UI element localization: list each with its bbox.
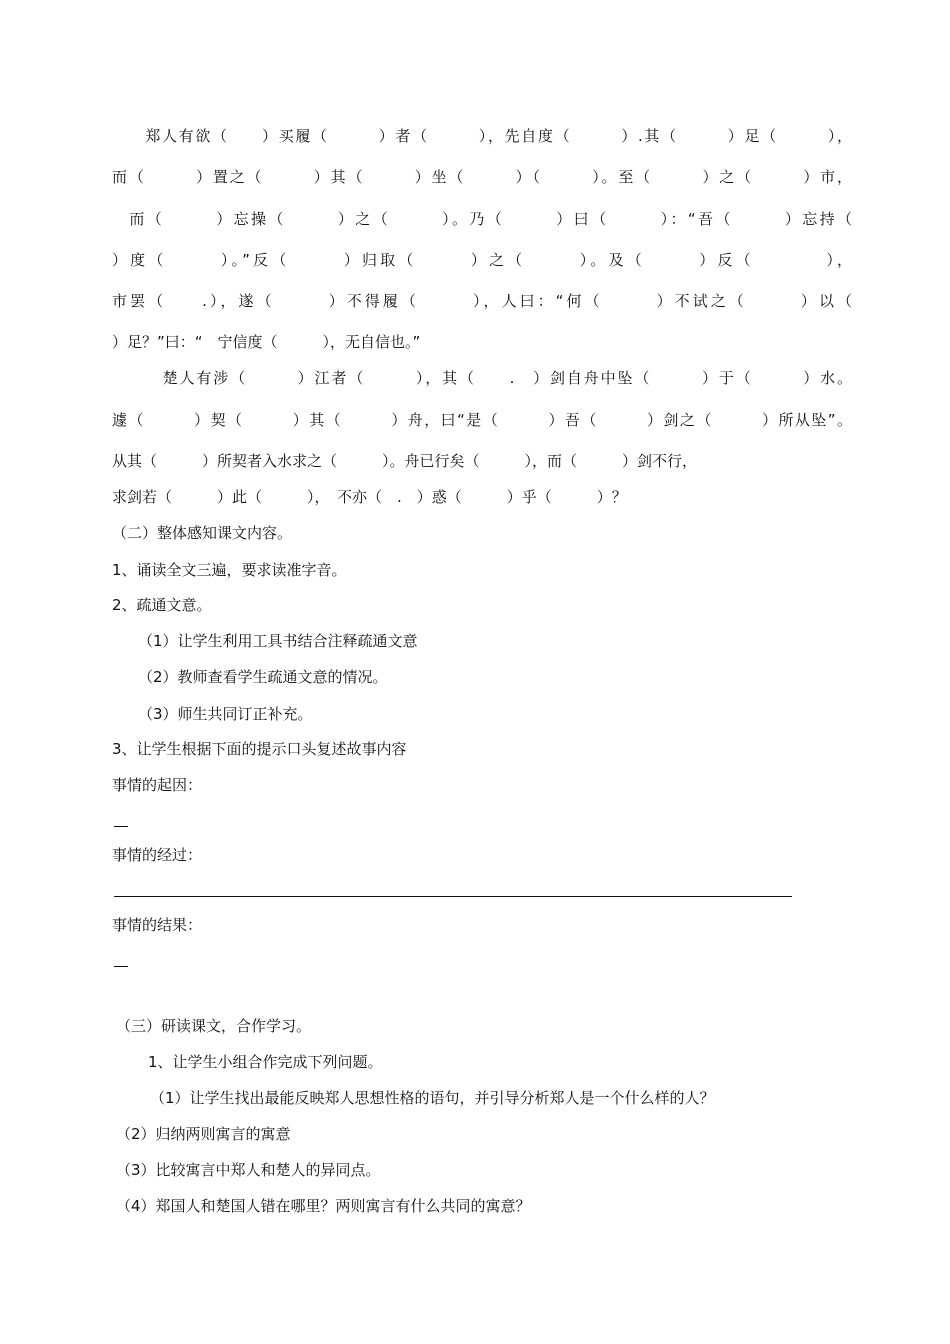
process-label: 事情的经过： [112,846,203,864]
passage2-line-4: 求剑若（ ）此（ ）， 不亦（ . ）惑（ ）乎（ ）？ [112,488,627,506]
result-answer-line [114,966,128,967]
section3-question-2: （2）归纳两则寓言的寓意 [116,1125,291,1143]
section2-heading: （二）整体感知课文内容。 [112,524,293,542]
section2-sub-2: （2）教师查看学生疏通文意的情况。 [138,668,388,686]
passage1-line-3: 而（ ）忘操（ ）之（ ）。乃（ ）曰（ ）：“吾（ ）忘持（ [112,210,852,228]
section3-question-4: （4）郑国人和楚国人错在哪里？两则寓言有什么共同的寓意？ [116,1197,531,1215]
cause-label: 事情的起因： [112,776,203,794]
section2-item-1: 1、诵读全文三遍，要求读准字音。 [112,561,347,579]
passage1-line-1: 郑人有欲（ ）买履（ ）者（ ），先自度（ ）.其（ ）足（ ）， [112,127,852,145]
section2-item-3: 3、让学生根据下面的提示口头复述故事内容 [112,740,407,758]
passage2-line-3: 从其（ ）所契者入水求之（ ）。舟已行矣（ ），而（ ）剑不行， [112,452,698,470]
passage1-line-4: ）度（ ）。”反（ ）归取（ ）之（ ）。及（ ）反（ ）， [112,251,852,269]
section2-item-2: 2、疏通文意。 [112,596,212,614]
passage2-line-1: 楚人有涉（ ）江者（ ），其（ . ）剑自舟中坠（ ）于（ ）水。 [112,369,852,387]
passage1-line-5: 市罢（ .），遂（ ）不得履（ ），人曰：“何（ ）不试之（ ）以（ [112,292,852,310]
section3-question-1: （1）让学生找出最能反映郑人思想性格的语句，并引导分析郑人是一个什么样的人？ [150,1089,715,1107]
section3-question-3: （3）比较寓言中郑人和楚人的异同点。 [116,1161,381,1179]
section3-heading: （三）研读课文，合作学习。 [116,1017,312,1035]
passage1-line-2: 而（ ）置之（ ）其（ ）坐（ ）（ ）。至（ ）之（ ）市， [112,168,852,186]
section2-sub-1: （1）让学生利用工具书结合注释疏通文意 [138,632,418,650]
cause-answer-line [114,826,128,827]
section3-item-1: 1、让学生小组合作完成下列问题。 [148,1053,383,1071]
passage1-line-6: ）足？”曰：“ 宁信度（ ），无自信也。” [112,333,421,351]
process-answer-line [114,896,792,897]
passage2-line-2: 遽（ ）契（ ）其（ ）舟，曰“是（ ）吾（ ）剑之（ ）所从坠”。 [112,411,852,429]
result-label: 事情的结果： [112,916,203,934]
section2-sub-3: （3）师生共同订正补充。 [138,705,313,723]
